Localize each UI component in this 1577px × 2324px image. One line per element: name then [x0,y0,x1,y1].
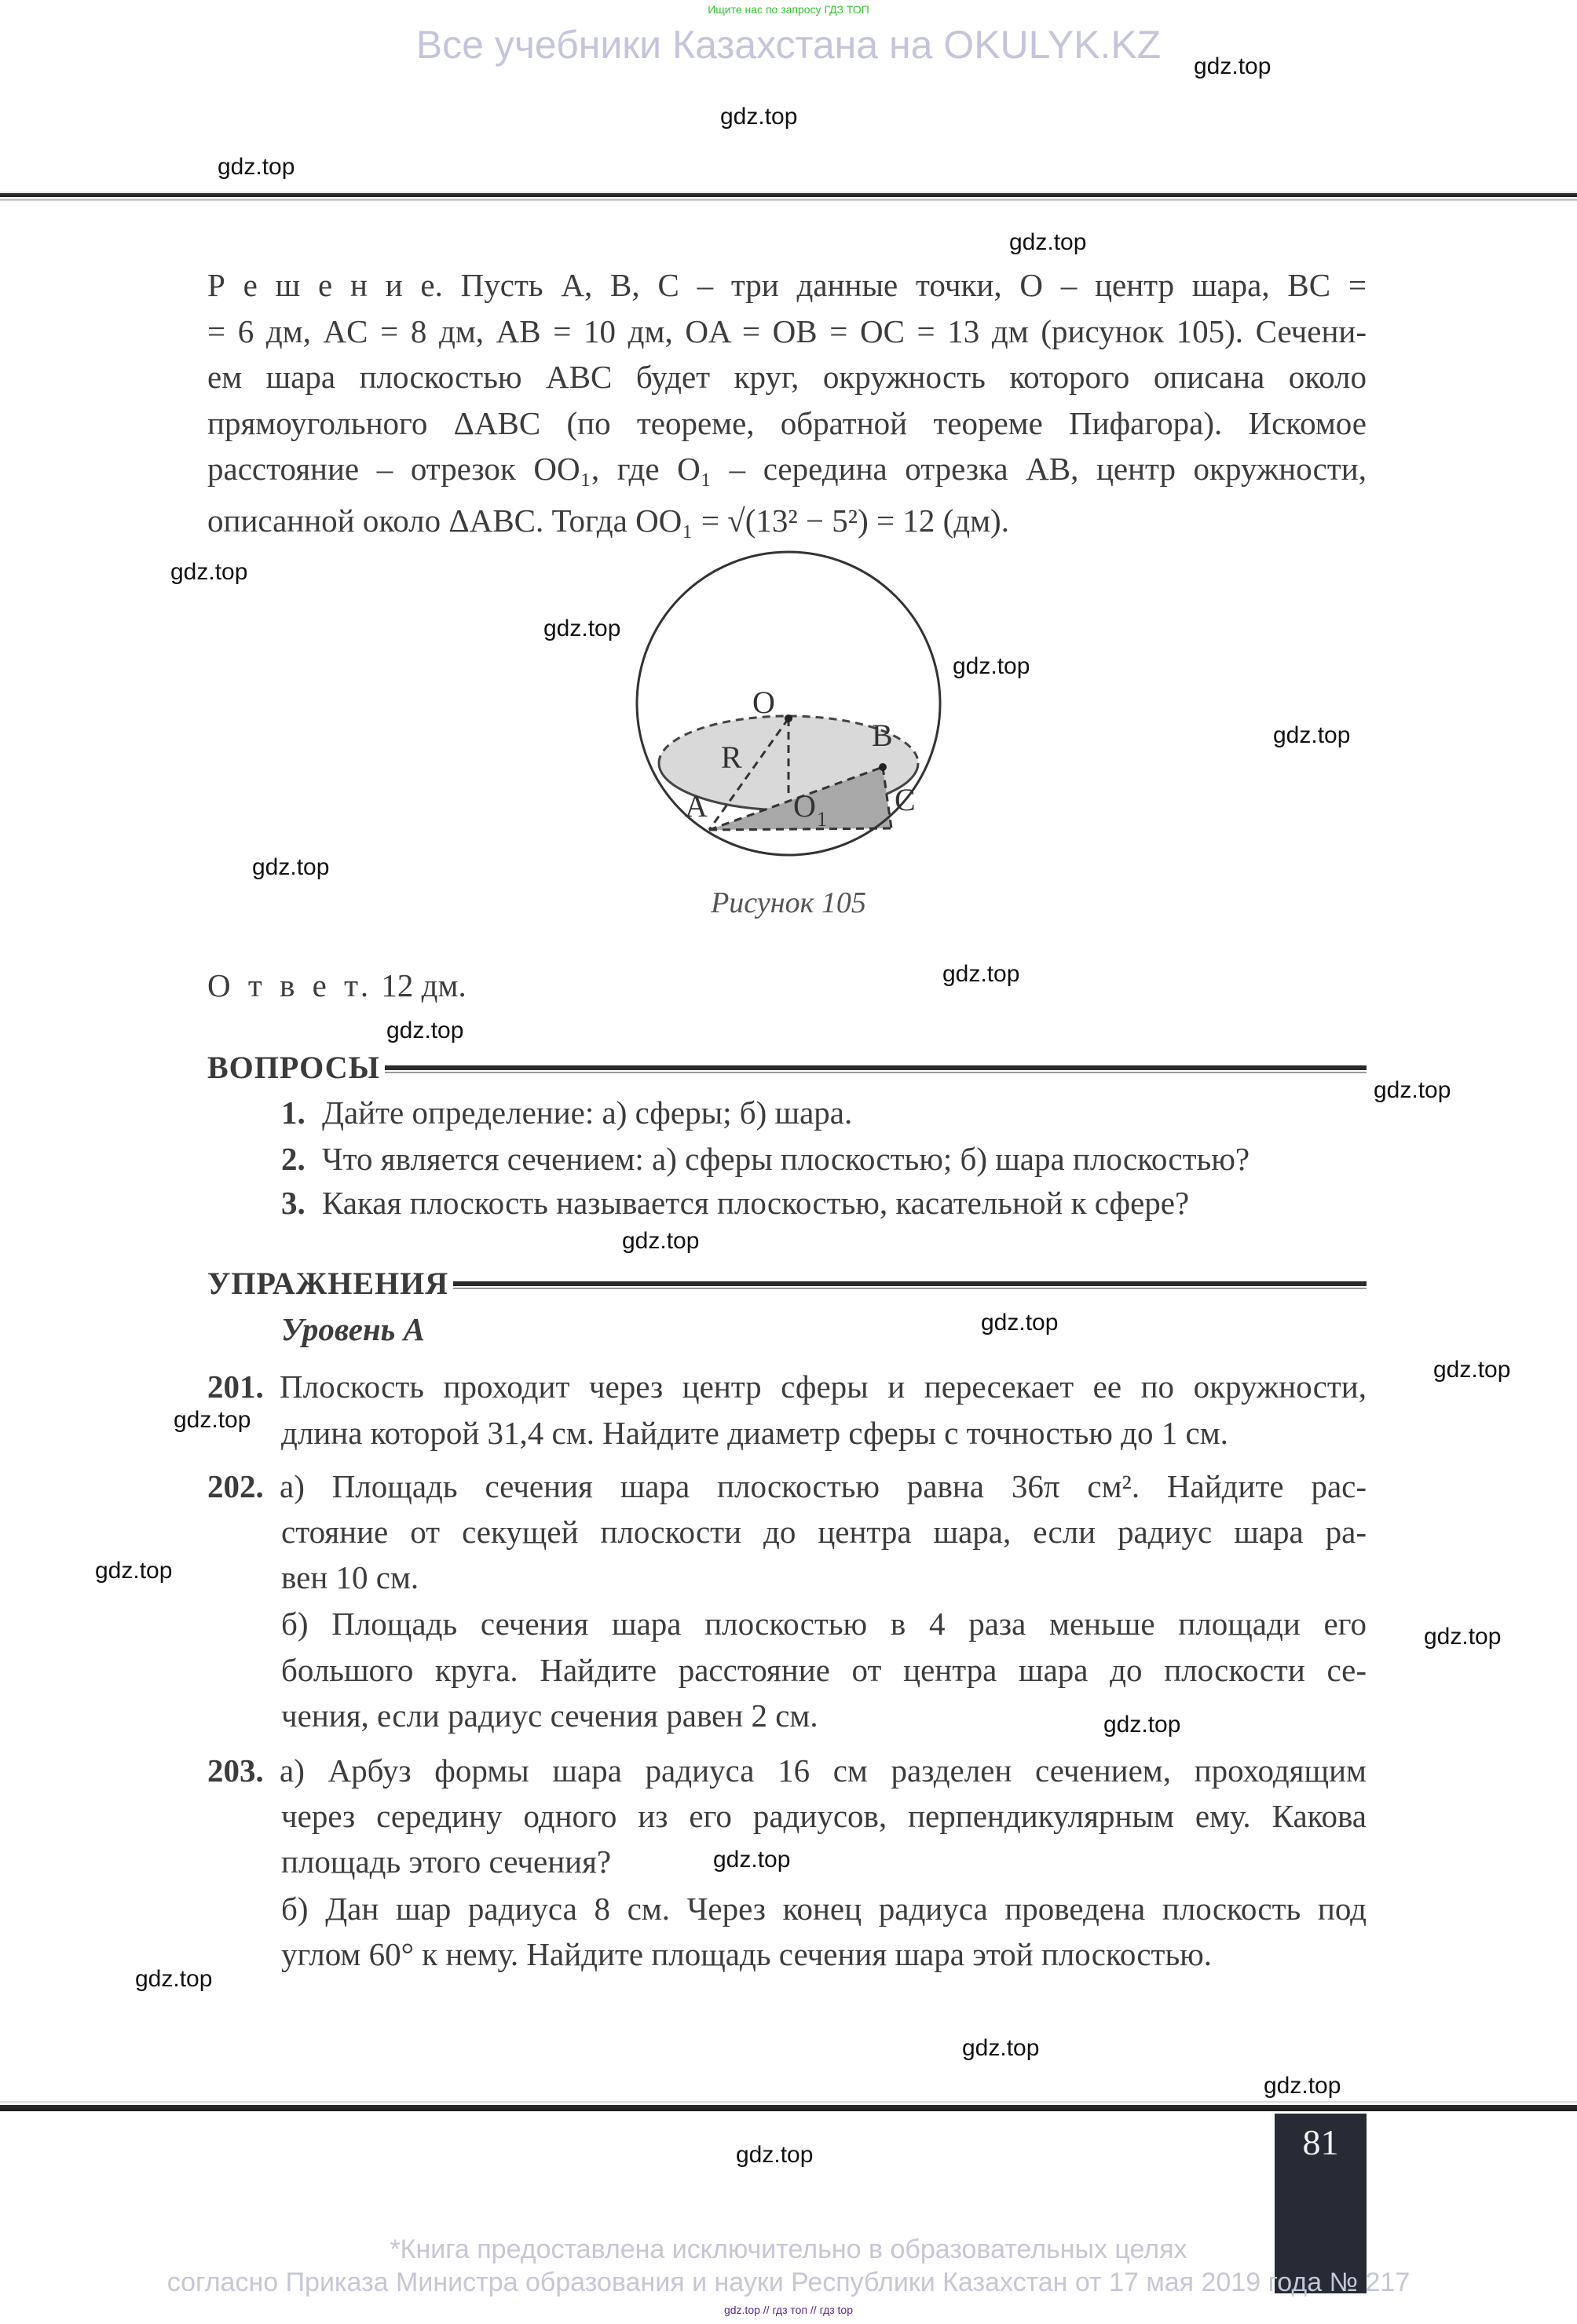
exercise-text: вен 10 см. [281,1559,419,1595]
answer-label: О т в е т. [207,967,374,1003]
question-text: Дайте определение: а) сферы; б) шара. [322,1094,853,1131]
bottom-rule [0,2101,1577,2112]
watermark: gdz.top [252,854,330,880]
question-item [281,1136,1440,1182]
question-text: Что является сечением: а) сферы плоскостью; б) шара плоскостью? [322,1141,1250,1177]
heading-rule [453,1281,1367,1291]
exercise-text: а) Площадь сечения шара плоскостью равна 36π см². Найдите рас- [280,1468,1367,1504]
exercise-text: Плоскость проходит через центр сферы и пересекает ее по окружности, [280,1368,1367,1405]
watermark: gdz.top [962,2035,1040,2061]
label-o1: O [793,788,816,824]
label-a: A [685,788,708,824]
watermark: gdz.top [1194,53,1271,79]
exercise-text: площадь этого сечения? [281,1843,612,1880]
questions-heading [207,1044,1367,1090]
question-item [281,1180,1440,1226]
solution-line: описанной около ΔABC. Тогда OO₁ = √(13² − 5²) = 12 (дм). [207,502,1009,539]
exercise-text: углом 60° к нему. Найдите площадь сечения шара этой плоскостью. [281,1936,1213,1972]
watermark: gdz.top [1433,1357,1511,1383]
footer-links[interactable]: gdz.top // гдз топ // гдз top [723,2304,854,2316]
questions-heading-label: ВОПРОСЫ [207,1049,380,1085]
solution-line: прямоугольного ΔABC (по теореме, обратной теореме Пифагора). Искомое [207,405,1367,441]
sphere-figure [628,550,958,879]
watermark: gdz.top [622,1228,700,1254]
watermark: gdz.top [174,1407,251,1433]
question-item [281,1090,1440,1135]
watermark: gdz.top [1273,722,1351,748]
exercise-text: б) Площадь сечения шара плоскостью в 4 раза меньше площади его [281,1606,1367,1642]
exercise-202 [207,1463,1367,1509]
solution-line: расстояние – отрезок OO₁, где O₁ – середина отрезка AB, центр окружности, [207,451,1367,487]
exercise-text: большого круга. Найдите расстояние от центра шара до плоскости се- [281,1652,1367,1688]
exercise-text: а) Арбуз формы шара радиуса 16 см разделен сечением, проходящим [280,1752,1367,1789]
watermark: gdz.top [1424,1624,1502,1650]
exercise-text: б) Дан шар радиуса 8 см. Через конец радиуса проведена плоскость под [281,1891,1367,1927]
footer-line-2: согласно Приказа Министра образования и науки Республики Казахстан от 17 мая 2019 года № 217 [166,2267,1411,2297]
watermark: gdz.top [736,2142,814,2168]
watermark: gdz.top [170,559,248,585]
solution-line: = 6 дм, AC = 8 дм, AB = 10 дм, OA = OB = OC = 13 дм (рисунок 105). Сечени- [207,313,1367,349]
footer-line-1: *Книга предоставлена исключительно в образовательных целях [390,2234,1187,2264]
exercise-text: через середину одного из его радиусов, перпендикулярным ему. Какова [281,1798,1367,1834]
question-text: Какая плоскость называется плоскостью, касательной к сфере? [322,1185,1190,1221]
figure-caption: Рисунок 105 [711,886,866,919]
site-title[interactable]: Все учебники Казахстана на OKULYK.KZ [415,23,1162,67]
exercise-text: чения, если радиус сечения равен 2 см. [281,1697,818,1734]
question-number: 1. [281,1094,306,1131]
exercises-heading-label: УПРАЖНЕНИЯ [207,1265,449,1301]
exercise-201 [207,1364,1367,1409]
label-r: R [721,740,742,775]
exercise-203 [207,1748,1367,1793]
exercise-number: 202. [207,1468,264,1504]
watermark: gdz.top [1103,1712,1181,1738]
watermark: gdz.top [1009,229,1087,255]
label-c: C [895,782,916,817]
top-rule [0,192,1577,203]
exercise-text: длина которой 31,4 см. Найдите диаметр сферы с точностью до 1 см. [281,1415,1228,1451]
heading-rule [385,1065,1367,1075]
label-o: O [752,685,775,720]
question-number: 2. [281,1141,306,1177]
exercises-heading [207,1260,1367,1306]
watermark: gdz.top [953,653,1030,679]
answer [207,963,1367,1008]
exercise-number: 203. [207,1752,264,1789]
level-label: Уровень А [281,1311,425,1347]
answer-value: 12 дм. [381,967,467,1003]
question-number: 3. [281,1185,306,1221]
watermark: gdz.top [713,1847,791,1873]
watermark: gdz.top [218,154,295,180]
watermark: gdz.top [543,616,621,641]
watermark: gdz.top [135,1966,213,1992]
solution-line: Р е ш е н и е. Пусть A, B, C – три данные точки, O – центр шара, BC = [207,267,1367,303]
solution-line: ем шара плоскостью ABC будет круг, окружность которого описана около [207,359,1367,395]
search-tagline: Ищите нас по запросу ГДЗ ТОП [708,3,869,16]
watermark: gdz.top [1264,2073,1341,2099]
page-number: 81 [1302,2122,1339,2162]
watermark: gdz.top [1374,1077,1451,1103]
watermark: gdz.top [720,104,798,130]
label-o1-sub: 1 [817,808,827,831]
label-b: B [872,718,893,753]
watermark: gdz.top [95,1558,173,1584]
watermark: gdz.top [942,961,1020,987]
watermark: gdz.top [981,1310,1059,1336]
exercise-text: стояние от секущей плоскости до центра шара, если радиус шара ра- [281,1514,1367,1550]
exercise-number: 201. [207,1368,264,1405]
watermark: gdz.top [386,1018,464,1043]
